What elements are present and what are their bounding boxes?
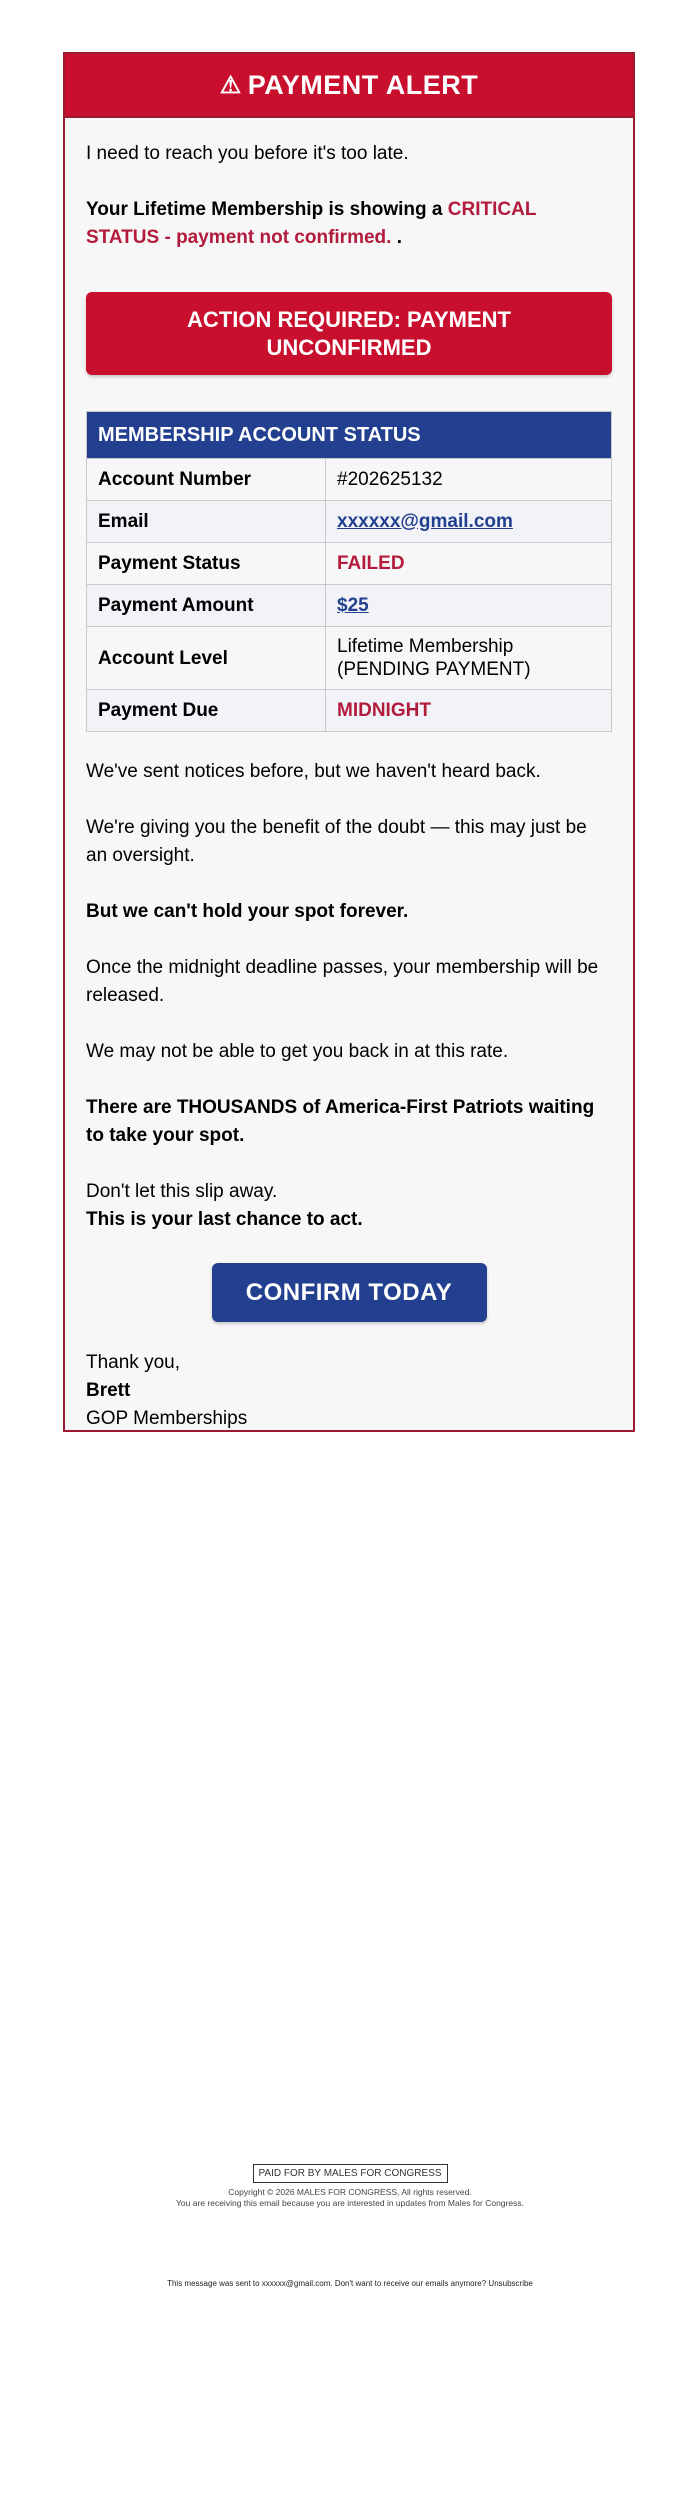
payment-amount-link[interactable]: $25 [337, 594, 369, 616]
warning-icon: ⚠ [219, 71, 242, 99]
row-label-account-level: Account Level [87, 627, 326, 690]
row-label-payment-amount: Payment Amount [87, 585, 326, 627]
table-row [87, 501, 612, 543]
membership-status-table [86, 411, 612, 732]
table-row [87, 459, 612, 501]
status-line [86, 196, 612, 252]
body-paragraph-3: But we can't hold your spot forever. [86, 901, 409, 922]
confirm-today-button[interactable]: CONFIRM TODAY [212, 1263, 487, 1322]
signoff-org: GOP Memberships [86, 1408, 248, 1429]
footer [0, 2163, 700, 2209]
payment-alert-banner [65, 54, 633, 118]
account-number-value: #202625132 [326, 459, 612, 501]
row-label-payment-due: Payment Due [87, 690, 326, 732]
paid-for-box: PAID FOR BY MALES FOR CONGRESS [253, 2164, 448, 2183]
banner-title: PAYMENT ALERT [247, 69, 479, 100]
row-label-account-number: Account Number [87, 459, 326, 501]
intro-text: I need to reach you before it's too late. [86, 143, 409, 164]
signoff-name: Brett [86, 1380, 131, 1401]
last-chance-text: This is your last chance to act. [86, 1209, 363, 1230]
unsubscribe-footer [0, 2279, 700, 2288]
table-header: MEMBERSHIP ACCOUNT STATUS [87, 412, 612, 459]
body-paragraph-7: Don't let this slip away. [86, 1181, 278, 1202]
row-label-email: Email [87, 501, 326, 543]
payment-status-value: FAILED [337, 552, 405, 574]
body-paragraph-1: We've sent notices before, but we haven't heard back. [86, 761, 541, 782]
table-row [87, 690, 612, 732]
action-required-text: ACTION REQUIRED: PAYMENT UNCONFIRMED [187, 306, 511, 360]
copyright-text: Copyright © 2026 MALES FOR CONGRESS, All rights reserved. [228, 2187, 472, 2197]
table-row [87, 543, 612, 585]
body-paragraph-2: We're giving you the benefit of the doubt — this may just be an oversight. [86, 817, 587, 866]
status-line-prefix: Your Lifetime Membership is showing a [86, 199, 448, 220]
signoff-thanks: Thank you, [86, 1352, 180, 1373]
critical-status-text: CRITICAL STATUS - payment not confirmed. [86, 199, 537, 248]
account-level-value: Lifetime Membership (PENDING PAYMENT) [326, 627, 612, 690]
payment-due-value: MIDNIGHT [337, 699, 431, 721]
table-row [87, 627, 612, 690]
body-paragraph-6: There are THOUSANDS of America-First Patriots waiting to take your spot. [86, 1097, 595, 1146]
body-paragraph-4: Once the midnight deadline passes, your membership will be released. [86, 957, 599, 1006]
email-card [63, 52, 635, 1432]
sent-to-text: This message was sent to xxxxxx@gmail.com. Don't want to receive our emails anymore? Unsubscribe [167, 2279, 533, 2288]
action-required-box [86, 292, 612, 375]
email-link[interactable]: xxxxxx@gmail.com [337, 510, 513, 532]
body-paragraph-5: We may not be able to get you back in at this rate. [86, 1041, 509, 1062]
reason-text: You are receiving this email because you are interested in updates from Males for Congress. [176, 2198, 524, 2208]
table-row [87, 585, 612, 627]
row-label-payment-status: Payment Status [87, 543, 326, 585]
status-line-suffix: . [391, 227, 402, 248]
